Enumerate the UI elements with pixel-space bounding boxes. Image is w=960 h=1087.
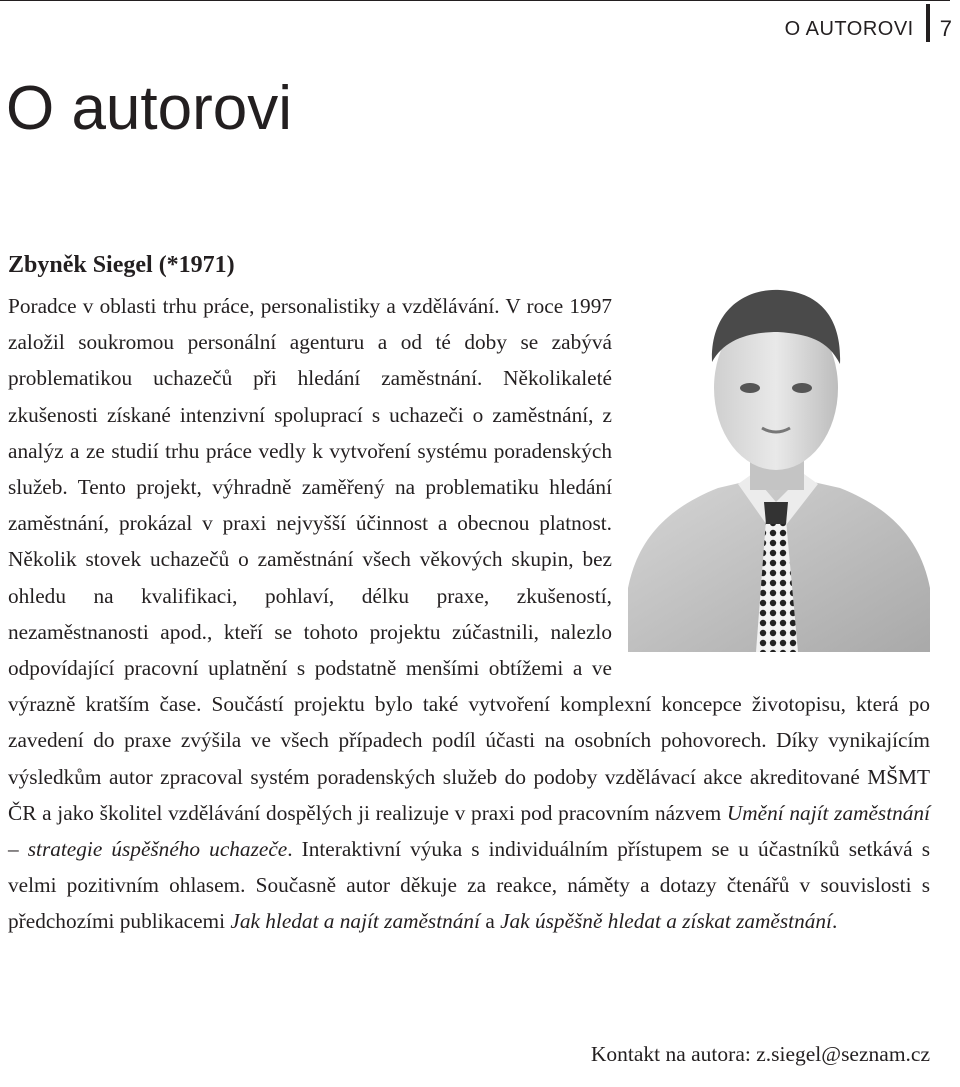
book-title-2: Jak úspěšně hledat a získat zaměstnání bbox=[500, 909, 832, 934]
bio-conjunction: a bbox=[480, 909, 501, 934]
author-name: Zbyněk Siegel (*1971) bbox=[8, 252, 235, 278]
author-contact: Kontakt na autora: z.siegel@seznam.cz bbox=[590, 1042, 930, 1066]
header-rule bbox=[0, 0, 950, 1]
running-title: O AUTOROVI bbox=[784, 17, 914, 40]
bio-end: . bbox=[831, 909, 838, 934]
author-bio bbox=[8, 288, 930, 940]
page-number: 7 bbox=[939, 16, 952, 41]
bio-text-part-2: . Interaktivní výuka s individuálním přístupem se u účastníků setkává s velmi pozitivním ohlasem. Současně autor děkuje za reakce, náměty a dotazy čtenářů v souvislosti s předchozími publikacemi bbox=[8, 837, 930, 934]
chapter-title: O autorovi bbox=[6, 74, 293, 143]
bio-text-part-1: Poradce v oblasti trhu práce, personalistiky a vzdělávání. V roce 1997 založil soukromou personální agenturu a od té doby se zabývá problematikou uchazečů při hledání zaměstnání. Několikaleté zkušenosti získané intenzivní spoluprací s uchazeči o zaměstnání, z analýz a ze studií trhu práce vedly k vytvoření systému poradenských služeb. Tento projekt, výhradně zaměřený na problematiku hledání zaměstnání, prokázal v praxi nejvyšší účinnost a obecnou platnost. Několik stovek uchazečů o zaměstnání všech věkových skupin, bez ohledu na kvalifikaci, pohlaví, délku praxe, zkušeností, nezaměstnanosti apod., kteří se tohoto projektu zúčastnili, nalezlo odpovídající pracovní uplatnění s podstatně menšími obtížemi a ve výrazně kratším čase. Součástí projektu bylo také vytvoření komplexní koncepce životopisu, která po zavedení do praxe zvýšila ve všech případech podíl účasti na osobních pohovorech. Díky vynikajícím výsledkům autor zpracoval systém poradenských služeb do podoby vzdělávací akce akreditované MŠMT ČR a jako školitel vzdělávání dospělých ji realizuje v praxi pod pracovním názvem bbox=[8, 294, 930, 825]
book-title-1: Jak hledat a najít zaměstnání bbox=[230, 909, 480, 934]
running-head bbox=[785, 14, 952, 44]
course-title: Umění najít zaměstnání – strategie úspěšného uchazeče bbox=[8, 800, 930, 862]
author-portrait-icon bbox=[628, 288, 930, 652]
running-head-divider bbox=[926, 4, 930, 42]
